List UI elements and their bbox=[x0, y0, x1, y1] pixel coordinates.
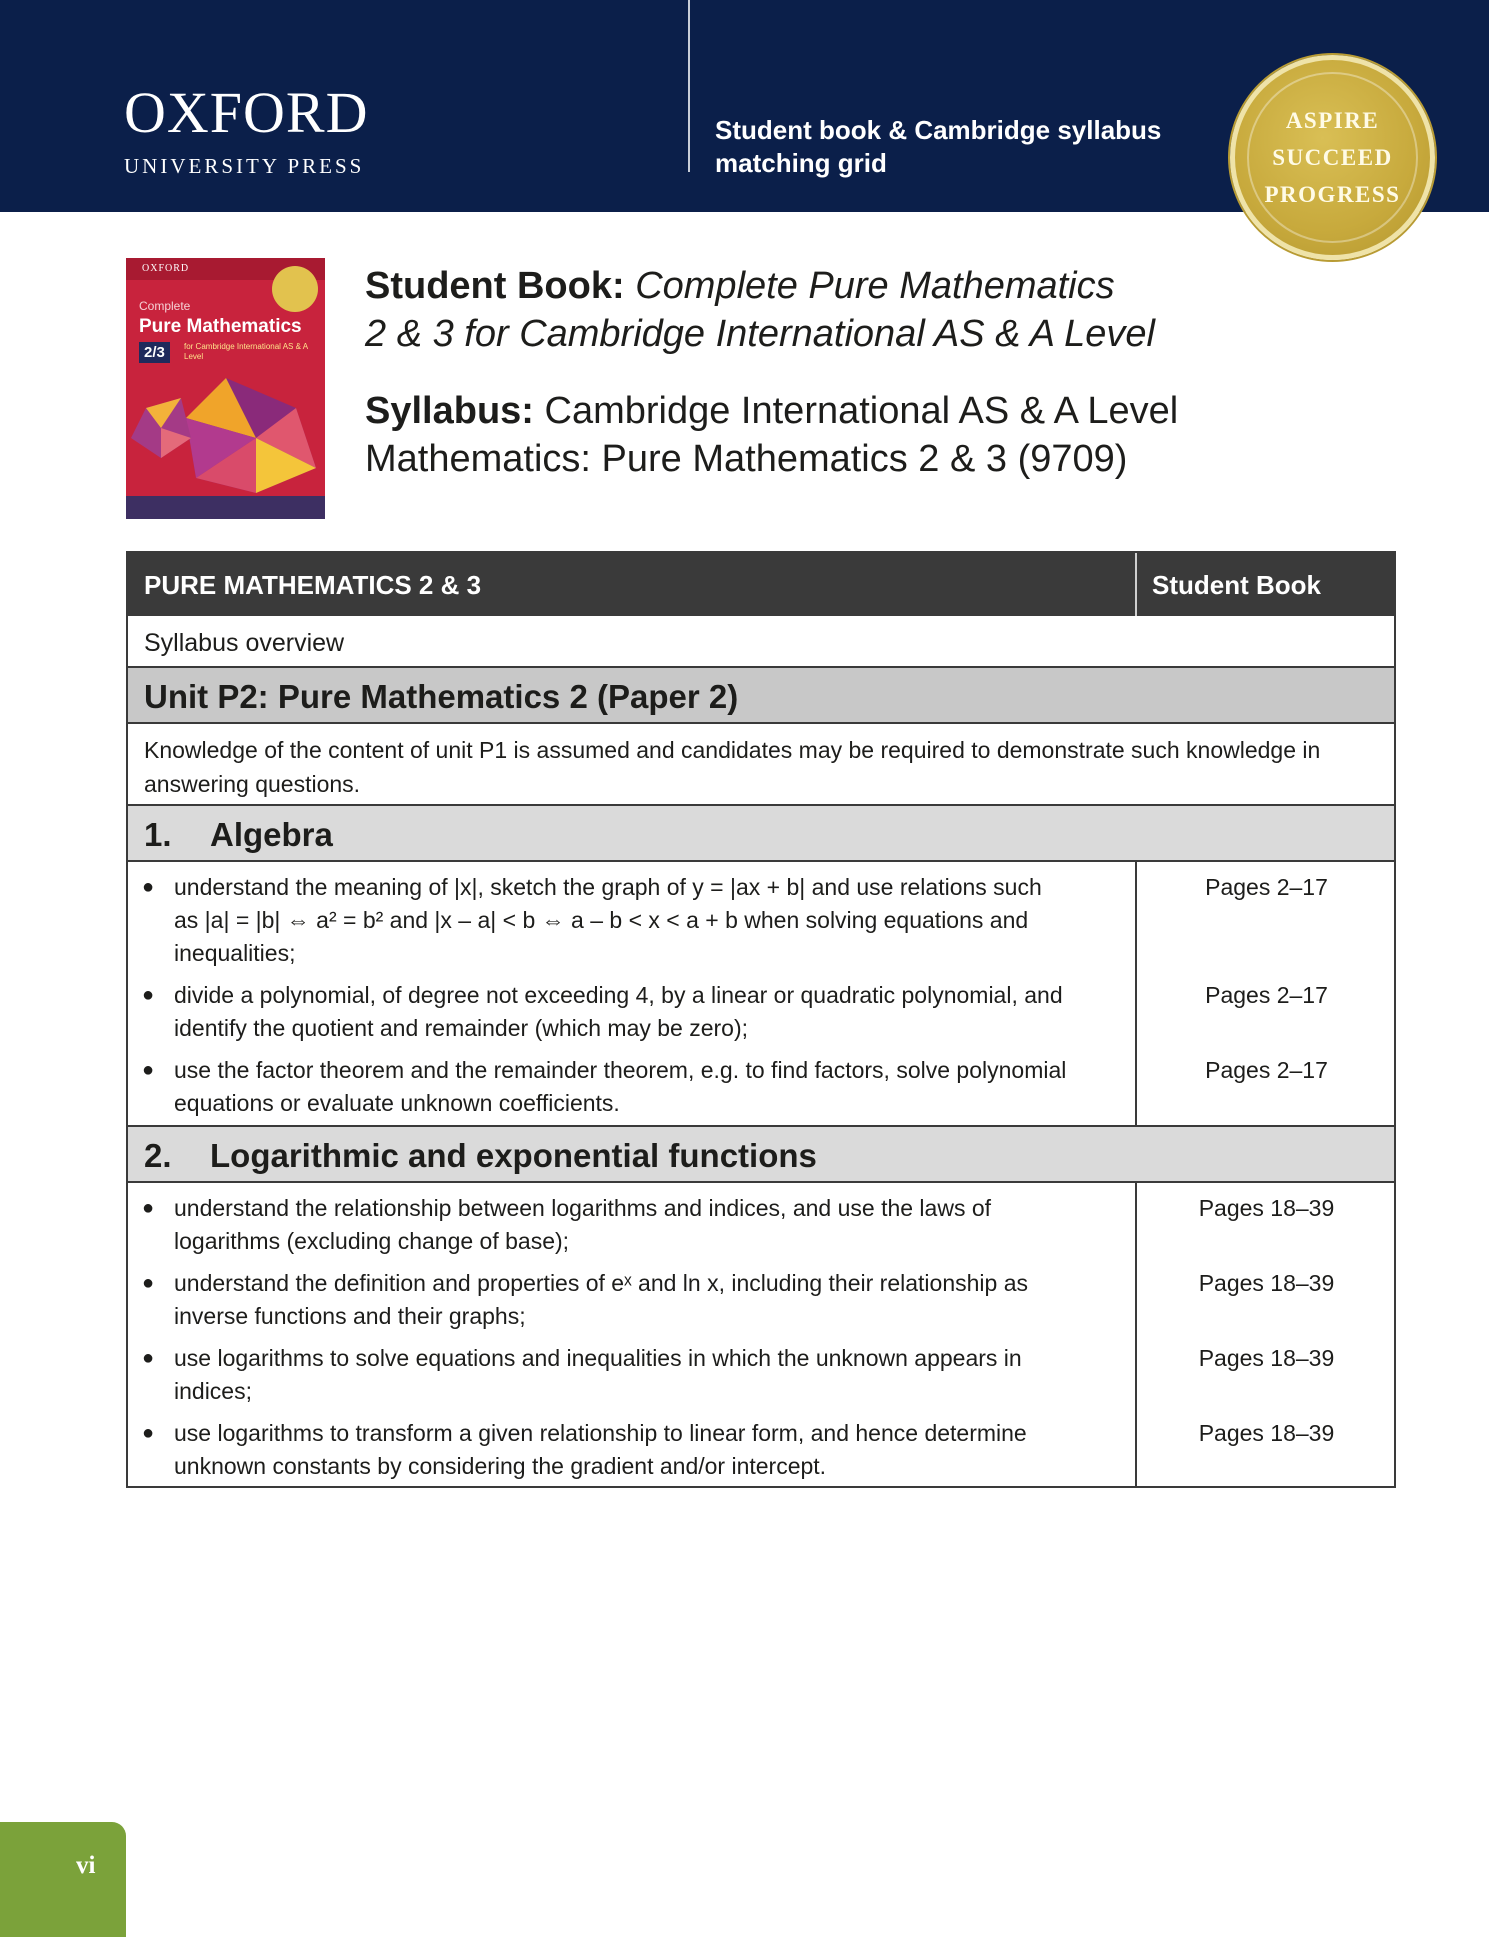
item-pages: Pages 18–39 bbox=[1198, 1270, 1335, 1296]
section-number: 2. bbox=[144, 1137, 172, 1174]
item-line: understand the definition and properties of eˣ and ln x, including their relationship as bbox=[174, 1270, 1028, 1296]
header-title-line2: matching grid bbox=[715, 148, 887, 178]
page-number-tab bbox=[0, 1822, 126, 1937]
syllabus-overview-label: Syllabus overview bbox=[144, 629, 345, 657]
item-line: use logarithms to solve equations and inequalities in which the unknown appears in bbox=[174, 1345, 1022, 1371]
seal-word-succeed: SUCCEED bbox=[1272, 145, 1393, 170]
list-item bbox=[128, 871, 1394, 970]
item-line: use logarithms to transform a given relationship to linear form, and hence determine bbox=[174, 1420, 1027, 1446]
section-items-block bbox=[128, 1183, 1394, 1486]
table-header-student-book: Student Book bbox=[1152, 570, 1321, 600]
syllabus-line1: Cambridge International AS & A Level bbox=[544, 390, 1179, 432]
item-line: unknown constants by considering the gradient and/or intercept. bbox=[174, 1453, 827, 1479]
cover-series: Complete bbox=[139, 299, 191, 313]
aspire-seal bbox=[1230, 55, 1435, 260]
item-line: divide a polynomial, of degree not exceeding 4, by a linear or quadratic polynomial, and bbox=[174, 982, 1063, 1008]
item-pages: Pages 18–39 bbox=[1198, 1345, 1335, 1371]
student-book-heading bbox=[365, 262, 1365, 358]
list-item bbox=[128, 979, 1394, 1045]
syllabus-line2: Mathematics: Pure Mathematics 2 & 3 (9709) bbox=[365, 438, 1128, 480]
student-book-title-line2: 2 & 3 for Cambridge International AS & A Level bbox=[365, 313, 1155, 355]
item-line: indices; bbox=[174, 1378, 252, 1404]
table-header-syllabus: PURE MATHEMATICS 2 & 3 bbox=[144, 570, 482, 600]
page-number: vi bbox=[76, 1852, 96, 1879]
bullet: ● bbox=[142, 1059, 155, 1081]
logo-main: OXFORD bbox=[124, 80, 369, 145]
item-text bbox=[174, 1417, 1124, 1483]
unit-note: Knowledge of the content of unit P1 is assumed and candidates may be required to demonstrate such knowledge in answering questions. bbox=[144, 737, 1321, 797]
header-divider bbox=[688, 0, 690, 172]
section-title: Logarithmic and exponential functions bbox=[210, 1137, 817, 1174]
table-header-row bbox=[128, 553, 1394, 616]
cover-publisher: OXFORD bbox=[142, 263, 190, 274]
student-book-label: Student Book: bbox=[365, 265, 625, 307]
item-line: logarithms (excluding change of base); bbox=[174, 1228, 570, 1254]
header-column-divider bbox=[1135, 553, 1137, 616]
item-line: understand the relationship between logarithms and indices, and use the laws of bbox=[174, 1195, 992, 1221]
bullet: ● bbox=[142, 1272, 155, 1294]
item-text bbox=[174, 1192, 1124, 1258]
item-pages: Pages 2–17 bbox=[1205, 874, 1328, 900]
syllabus-label: Syllabus: bbox=[365, 390, 534, 432]
bullet: ● bbox=[142, 876, 155, 898]
section-items-block bbox=[128, 862, 1394, 1127]
bullet: ● bbox=[142, 1347, 155, 1369]
list-item bbox=[128, 1267, 1394, 1333]
cover-badge-icon bbox=[272, 266, 318, 312]
cover-bottom-strip bbox=[126, 496, 325, 519]
bullet: ● bbox=[142, 984, 155, 1006]
section-heading-row bbox=[128, 1127, 1394, 1183]
list-item bbox=[128, 1342, 1394, 1408]
section-title: Algebra bbox=[210, 816, 333, 853]
seal-word-aspire: ASPIRE bbox=[1285, 108, 1380, 133]
cover-title: Pure Mathematics bbox=[139, 316, 302, 337]
syllabus-heading bbox=[365, 387, 1365, 483]
item-pages: Pages 2–17 bbox=[1205, 982, 1328, 1008]
item-text bbox=[174, 871, 1124, 970]
list-item bbox=[128, 1192, 1394, 1258]
item-text bbox=[174, 1342, 1124, 1408]
item-text bbox=[174, 1054, 1124, 1120]
item-line: inequalities; bbox=[174, 940, 296, 966]
unit-heading-row bbox=[128, 668, 1394, 724]
item-line: as |a| = |b| ⇔ a² = b² and |x – a| < b ⇔ a – b < x < a + b when solving equations and bbox=[174, 907, 1029, 933]
list-item bbox=[128, 1054, 1394, 1120]
cover-for-text: for Cambridge International AS & A Level bbox=[184, 342, 308, 361]
item-text bbox=[174, 1267, 1124, 1333]
syllabus-overview-row bbox=[128, 616, 1394, 668]
item-line: identify the quotient and remainder (which may be zero); bbox=[174, 1015, 749, 1041]
matching-grid-table bbox=[126, 551, 1396, 1488]
item-line: inverse functions and their graphs; bbox=[174, 1303, 526, 1329]
item-pages: Pages 18–39 bbox=[1198, 1195, 1335, 1221]
seal-word-progress: PROGRESS bbox=[1264, 182, 1401, 207]
cover-number: 2/3 bbox=[139, 342, 170, 363]
list-item bbox=[128, 1417, 1394, 1483]
section-heading-row bbox=[128, 806, 1394, 862]
header-title-line1: Student book & Cambridge syllabus bbox=[715, 115, 1162, 145]
item-pages: Pages 18–39 bbox=[1198, 1420, 1335, 1446]
cover-polyhedron-art bbox=[126, 368, 325, 496]
bullet: ● bbox=[142, 1422, 155, 1444]
item-line: use the factor theorem and the remainder theorem, e.g. to find factors, solve polynomial bbox=[174, 1057, 1067, 1083]
item-text bbox=[174, 979, 1124, 1045]
book-cover-image bbox=[126, 258, 325, 519]
logo-sub: UNIVERSITY PRESS bbox=[124, 154, 365, 178]
item-line: understand the meaning of |x|, sketch the graph of y = |ax + b| and use relations such bbox=[174, 874, 1042, 900]
item-line: equations or evaluate unknown coefficients. bbox=[174, 1090, 620, 1116]
header-title bbox=[715, 114, 1215, 180]
student-book-title-line1: Complete Pure Mathematics bbox=[635, 265, 1115, 307]
section-number: 1. bbox=[144, 816, 172, 853]
bullet: ● bbox=[142, 1197, 155, 1219]
oxford-logo bbox=[124, 80, 369, 179]
item-pages: Pages 2–17 bbox=[1205, 1057, 1328, 1083]
unit-heading: Unit P2: Pure Mathematics 2 (Paper 2) bbox=[144, 678, 739, 715]
unit-note-row bbox=[128, 724, 1394, 806]
